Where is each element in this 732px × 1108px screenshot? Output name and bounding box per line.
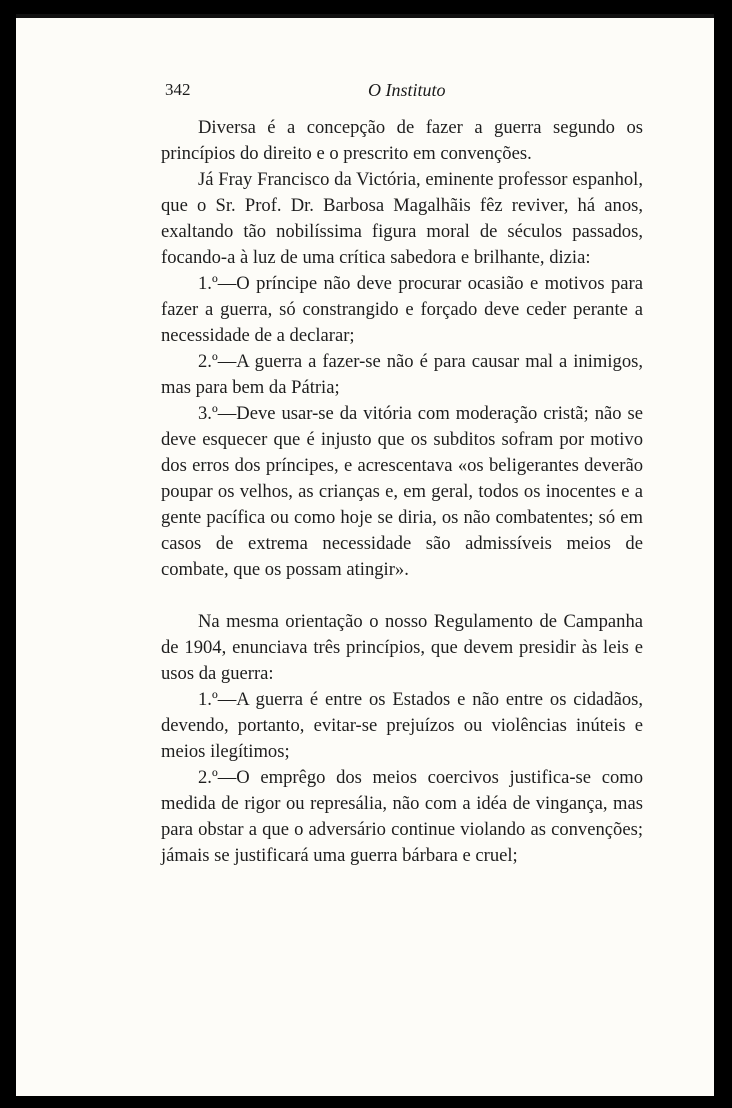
page-number: 342 bbox=[165, 80, 191, 99]
paragraph-principle-2: 2.º—A guerra a fazer-se não é para causar mal a inimigos, mas para bem da Pátria; bbox=[161, 351, 643, 398]
section-gap bbox=[161, 583, 643, 609]
paragraph-principle-3: 3.º—Deve usar-se da vitória com moderação cristã; não se deve esquecer que é injusto que os subditos sofram por motivo dos erros dos príncipes, e acrescentava «os beligerantes deverão poupar os velhos, as crianças e, em geral, todos os inocentes e a gente pacífica ou como hoje se diria, os não combatentes; só em casos de extrema necessidade são admissíveis meios de combate, que os possam atingir». bbox=[161, 403, 643, 580]
body-text bbox=[161, 115, 643, 869]
paragraph-intro: Diversa é a concepção de fazer a guerra segundo os princípios do direito e o prescrito em convenções. bbox=[161, 117, 643, 164]
running-head bbox=[16, 80, 714, 104]
paragraph-principle-1: 1.º—O príncipe não deve procurar ocasião e motivos para fazer a guerra, só constrangido e forçado deve ceder perante a necessidade de a declarar; bbox=[161, 273, 643, 346]
paragraph-regulamento: Na mesma orientação o nosso Regulamento de Campanha de 1904, enunciava três princípios, que devem presidir às leis e usos da guerra: bbox=[161, 611, 643, 684]
paragraph-victoria: Já Fray Francisco da Victória, eminente professor espanhol, que o Sr. Prof. Dr. Barbosa Magalhãis fêz reviver, há anos, exaltando tão nobilíssima figura moral de séculos passados, focando-a à luz de uma crítica sabedora e brilhante, dizia: bbox=[161, 169, 643, 268]
paragraph-regulamento-1: 1.º—A guerra é entre os Estados e não entre os cidadãos, devendo, portanto, evitar-se prejuízos ou violências inúteis e meios ilegítimos; bbox=[161, 689, 643, 762]
journal-title: O Instituto bbox=[368, 80, 446, 100]
book-page bbox=[16, 14, 714, 1096]
paragraph-regulamento-2: 2.º—O emprêgo dos meios coercivos justifica-se como medida de rigor ou represália, não com a idéa de vingança, mas para obstar a que o adversário continue violando as convenções; jámais se justificará uma guerra bárbara e cruel; bbox=[161, 767, 643, 866]
